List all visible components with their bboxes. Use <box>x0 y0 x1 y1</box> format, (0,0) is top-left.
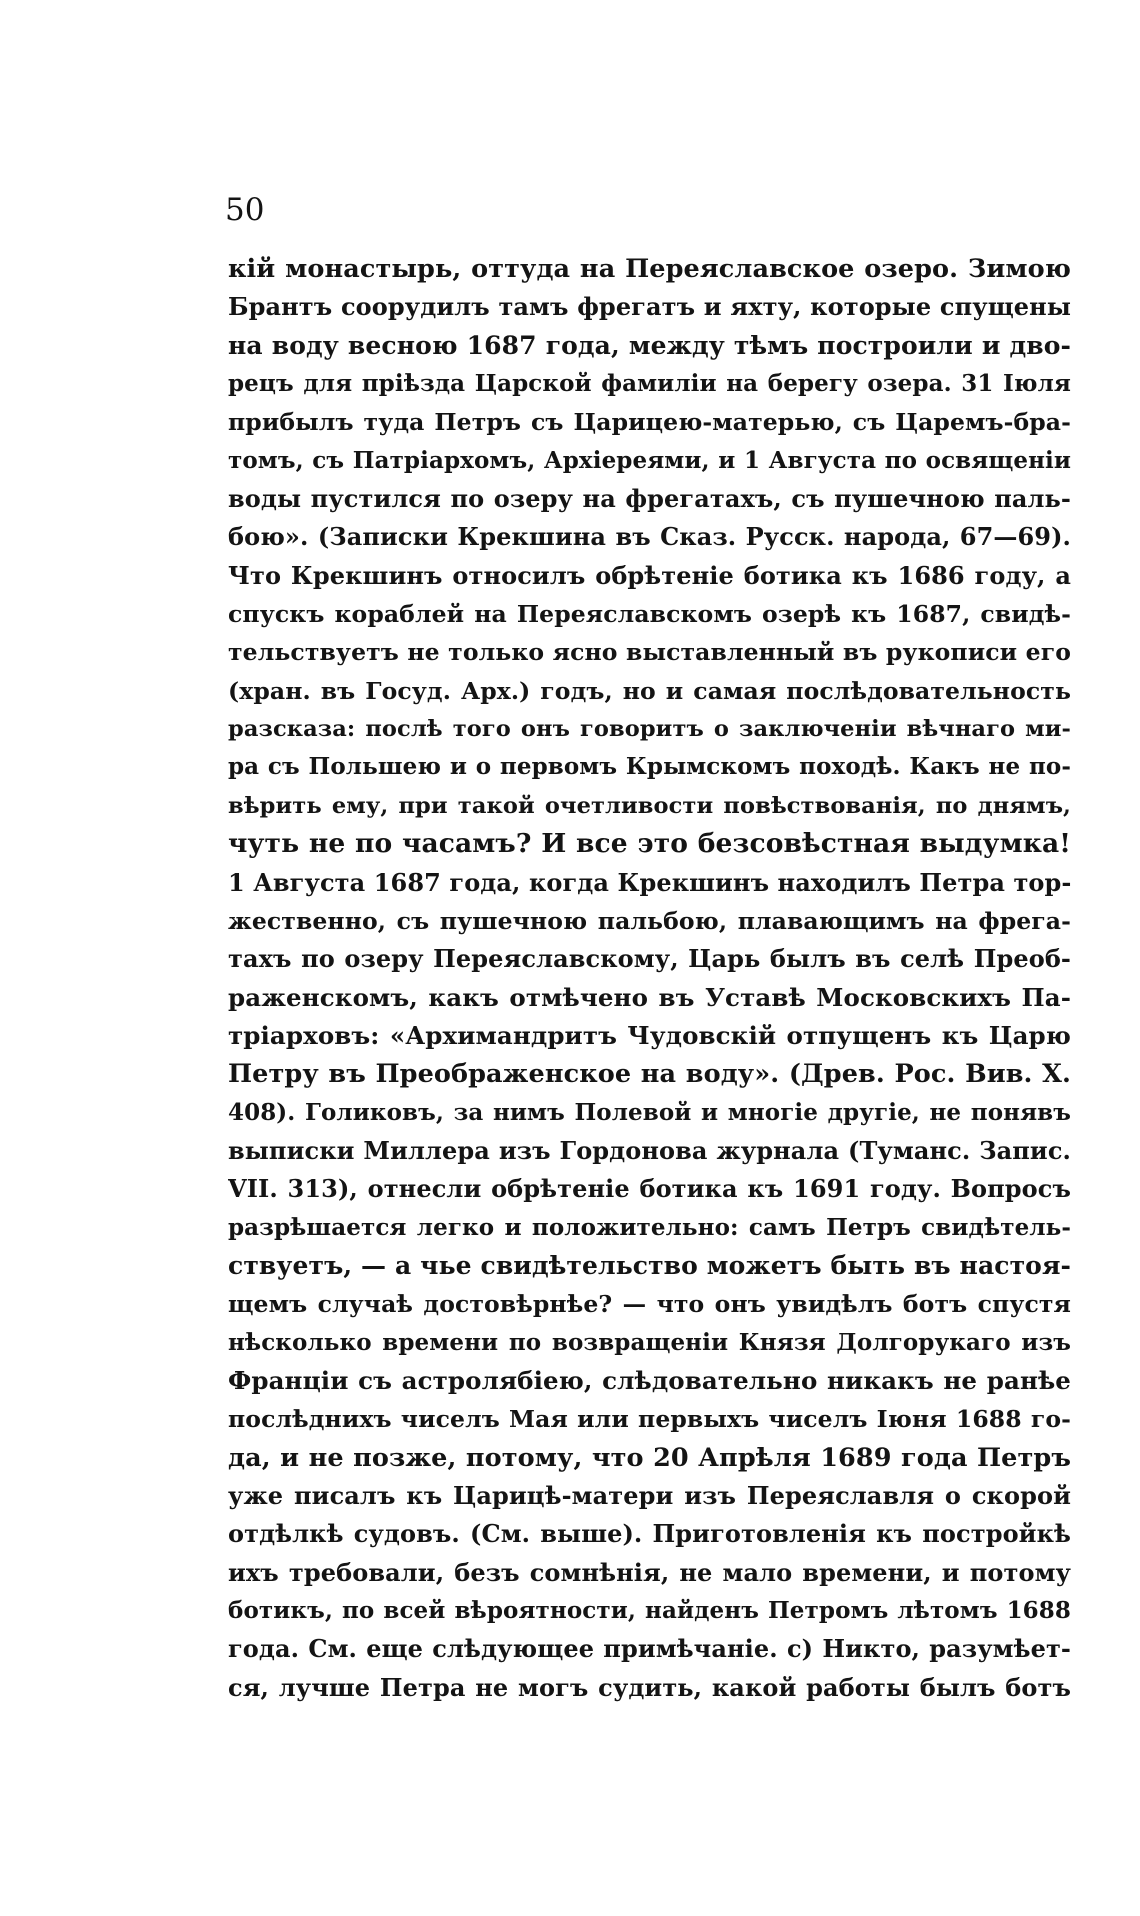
text-line: Брантъ соорудилъ тамъ фрегатъ и яхту, которые спущены <box>228 292 1071 322</box>
text-line: ствуетъ, — а чье свидѣтельство можетъ быть въ настоя- <box>228 1250 1071 1280</box>
text-line: прибылъ туда Петръ съ Царицею-матерью, съ Царемъ-бра- <box>228 408 1071 437</box>
text-line: тахъ по озеру Переяславскому, Царь былъ въ селѣ Преоб- <box>228 944 1071 974</box>
text-line: года. См. еще слѣдующее примѣчаніе. с) Никто, разумѣет- <box>228 1634 1071 1664</box>
text-line: выписки Миллера изъ Гордонова журнала (Туманс. Запис. <box>228 1135 1071 1165</box>
text-line: ся, лучше Петра не могъ судить, какой работы былъ ботъ <box>228 1672 1071 1702</box>
text-line: разрѣшается легко и положительно: самъ Петръ свидѣтель- <box>228 1213 1071 1241</box>
text-line: жественно, съ пушечною пальбою, плавающимъ на фрега- <box>228 906 1071 935</box>
text-line: нѣсколько времени по возвращеніи Князя Долгорукаго изъ <box>228 1328 1071 1356</box>
text-line: ботикъ, по всей вѣроятности, найденъ Петромъ лѣтомъ 1688 <box>228 1597 1071 1625</box>
text-line: чуть не по часамъ? И все это безсовѣстная выдумка! <box>228 828 1071 860</box>
text-line: да, и не позже, потому, что 20 Апрѣля 1689 года Петръ <box>228 1442 1071 1473</box>
text-line: послѣднихъ чиселъ Мая или первыхъ чиселъ Іюня 1688 го- <box>228 1405 1071 1434</box>
text-line: 1 Августа 1687 года, когда Крекшинъ находилъ Петра тор- <box>228 867 1071 897</box>
page-number: 50 <box>225 192 265 228</box>
text-line: отдѣлкѣ судовъ. (См. выше). Приготовленія къ постройкѣ <box>228 1519 1071 1549</box>
text-line: щемъ случаѣ достовѣрнѣе? — что онъ увидѣлъ ботъ спустя <box>228 1290 1071 1319</box>
text-line: разсказа: послѣ того онъ говоритъ о заключеніи вѣчнаго ми- <box>228 716 1071 743</box>
text-line: тельствуетъ не только ясно выставленный въ рукописи его <box>228 638 1071 667</box>
text-line: Что Крекшинъ относилъ обрѣтеніе ботика къ 1686 году, а <box>228 560 1071 590</box>
text-line: воды пустился по озеру на фрегатахъ, съ пушечною паль- <box>228 484 1071 514</box>
text-line: Петру въ Преображенское на воду». (Древ. Рос. Вив. X. <box>228 1059 1071 1090</box>
text-line: ра съ Польшею и о первомъ Крымскомъ походѣ. Какъ не по- <box>228 753 1071 781</box>
text-line: вѣрить ему, при такой очетливости повѣствованія, по днямъ, <box>228 792 1071 819</box>
text-line: кій монастырь, оттуда на Переяславское озеро. Зимою <box>228 254 1071 284</box>
text-line: тріарховъ: «Архимандритъ Чудовскій отпущенъ къ Царю <box>228 1020 1071 1050</box>
text-line: на воду весною 1687 года, между тѣмъ построили и дво- <box>228 330 1071 360</box>
text-line: ихъ требовали, безъ сомнѣнія, не мало времени, и потому <box>228 1557 1071 1587</box>
text-line: 408). Голиковъ, за нимъ Полевой и многіе другіе, не понявъ <box>228 1098 1071 1126</box>
body-text <box>228 250 1071 1707</box>
text-line: томъ, съ Патріархомъ, Архіереями, и 1 Августа по освященіи <box>228 446 1071 474</box>
text-line: уже писалъ къ Царицѣ-матери изъ Переяславля о скорой <box>228 1481 1071 1510</box>
text-line: рецъ для пріѣзда Царской фамиліи на берегу озера. 31 Іюля <box>228 370 1071 398</box>
text-line: спускъ кораблей на Переяславскомъ озерѣ къ 1687, свидѣ- <box>228 600 1071 629</box>
text-line: бою». (Записки Крекшина въ Сказ. Русск. народа, 67—69). <box>228 522 1071 552</box>
text-line: Франціи съ астролябіею, слѣдовательно никакъ не ранѣе <box>228 1365 1071 1395</box>
text-line: раженскомъ, какъ отмѣчено въ Уставѣ Московскихъ Па- <box>228 982 1071 1012</box>
text-line: (хран. въ Госуд. Арх.) годъ, но и самая послѣдовательность <box>228 676 1071 705</box>
text-line: VII. 313), отнесли обрѣтеніе ботика къ 1691 году. Вопросъ <box>228 1174 1071 1204</box>
